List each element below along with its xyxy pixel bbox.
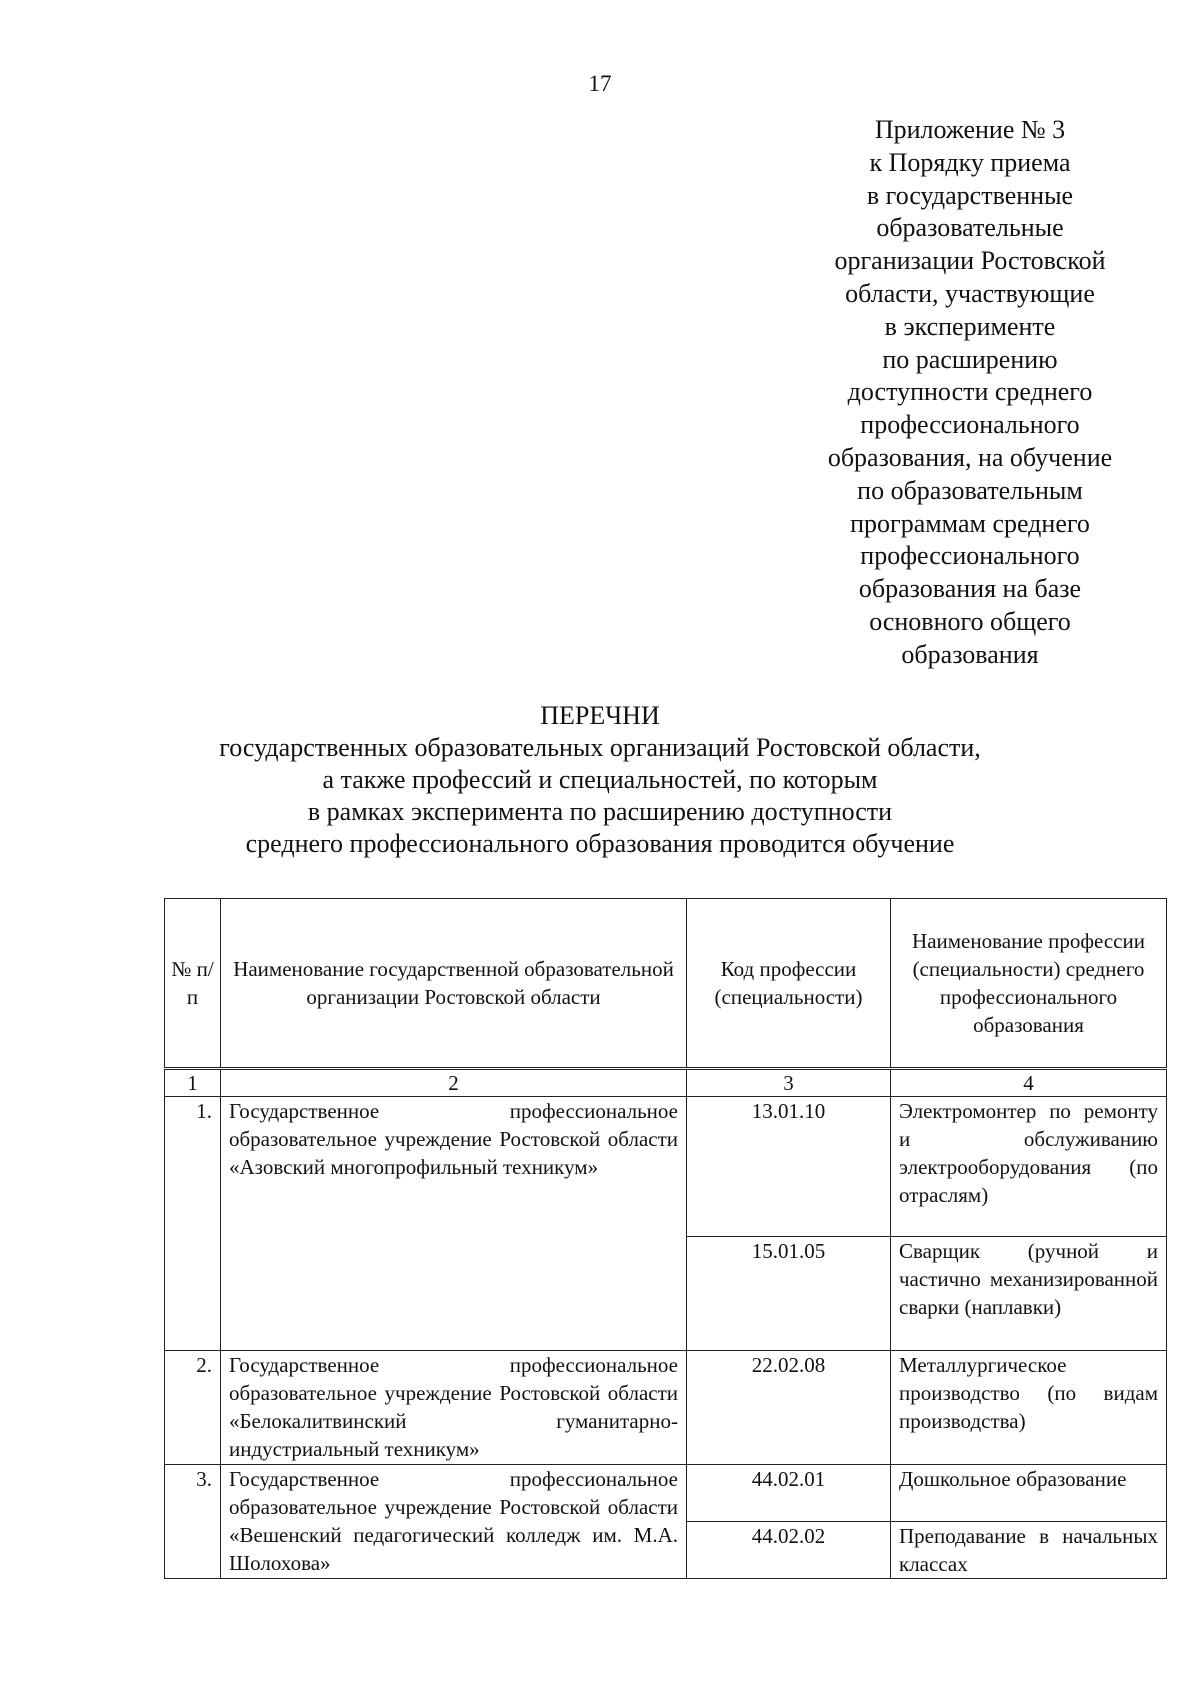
table-row	[165, 1465, 1167, 1522]
institutions-table	[164, 898, 1167, 1579]
appendix-line: Приложение № 3	[874, 115, 1066, 144]
column-number: 2	[221, 1069, 687, 1097]
profession-name: Металлургическое производство (по видам производства)	[891, 1351, 1167, 1465]
profession-name: Преподавание в начальных классах	[891, 1522, 1167, 1579]
org-name: Государственное профессиональное образовательное учреждение Ростовской области «Азовский многопрофильный техникум»	[221, 1097, 687, 1351]
appendix-line: в эксперименте	[884, 311, 1056, 341]
profession-name: Электромонтер по ремонту и обслуживанию электрооборудования (по отраслям)	[891, 1097, 1167, 1237]
appendix-line: к Порядку приема	[869, 147, 1071, 177]
header-num: № п/п	[165, 899, 221, 1069]
table-header-row	[165, 899, 1167, 1069]
appendix-line: основного общего	[869, 606, 1071, 636]
appendix-line: образовательные	[876, 213, 1064, 243]
appendix-line: по расширению	[882, 344, 1058, 374]
appendix-line: организации Ростовской	[834, 246, 1106, 276]
profession-code: 44.02.01	[687, 1465, 891, 1522]
appendix-line: доступности среднего	[847, 377, 1093, 407]
profession-name: Дошкольное образование	[891, 1465, 1167, 1522]
appendix-line: образования на базе	[858, 574, 1082, 604]
profession-name: Сварщик (ручной и частично механизированной сварки (наплавки)	[891, 1237, 1167, 1351]
page-number: 17	[588, 71, 612, 96]
appendix-line: профессионального	[860, 410, 1080, 440]
header-prof: Наименование профессии (специальности) среднего профессионального образования	[891, 899, 1167, 1069]
appendix-line: области, участвующие	[845, 278, 1095, 308]
appendix-line: в государственные	[866, 180, 1074, 210]
table-row	[165, 1097, 1167, 1237]
title-line: а также профессий и специальностей, по которым	[322, 765, 878, 794]
profession-code: 13.01.10	[687, 1097, 891, 1237]
org-name: Государственное профессиональное образовательное учреждение Ростовской области «Вешенский педагогический колледж им. М.А. Шолохова»	[221, 1465, 687, 1579]
document-title	[0, 700, 1200, 860]
profession-code: 44.02.02	[687, 1522, 891, 1579]
org-name: Государственное профессиональное образовательное учреждение Ростовской области «Белокалитвинский гуманитарно-индустриальный техникум»	[221, 1351, 687, 1465]
column-number: 3	[687, 1069, 891, 1097]
appendix-line: образования	[901, 639, 1039, 669]
title-line: государственных образовательных организаций Ростовской области,	[219, 733, 981, 762]
title-line: в рамках эксперимента по расширению доступности	[307, 797, 893, 826]
header-code: Код профессии (специальности)	[687, 899, 891, 1069]
row-number: 1.	[165, 1097, 221, 1351]
appendix-line: профессионального	[860, 541, 1080, 571]
appendix-line: образования, на обучение	[827, 442, 1113, 472]
row-number: 3.	[165, 1465, 221, 1579]
title-heading: ПЕРЕЧНИ	[540, 701, 660, 730]
table-row	[165, 1351, 1167, 1465]
column-number-row	[165, 1069, 1167, 1097]
column-number: 4	[891, 1069, 1167, 1097]
profession-code: 15.01.05	[687, 1237, 891, 1351]
profession-code: 22.02.08	[687, 1351, 891, 1465]
row-number: 2.	[165, 1351, 221, 1465]
title-line: среднего профессионального образования проводится обучение	[245, 829, 955, 858]
appendix-header	[800, 114, 1140, 672]
appendix-line: программам среднего	[850, 508, 1090, 538]
appendix-line: по образовательным	[857, 475, 1083, 505]
header-org: Наименование государственной образовательной организации Ростовской области	[221, 899, 687, 1069]
column-number: 1	[165, 1069, 221, 1097]
